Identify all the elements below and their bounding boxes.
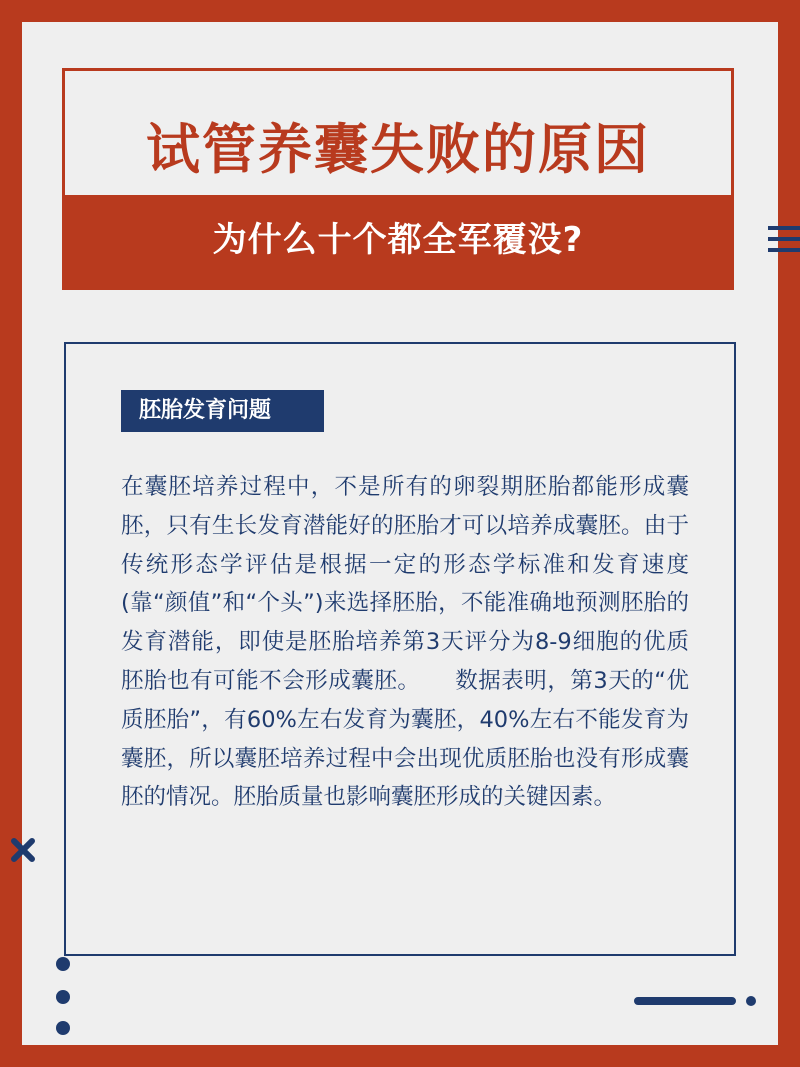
page-subtitle: 为什么十个都全军覆没? [212, 220, 584, 260]
body-text: 在囊胚培养过程中，不是所有的卵裂期胚胎都能形成囊胚，只有生长发育潜能好的胚胎才可以培养成囊胚。由于传统形态学评估是根据一定的形态学标准和发育速度(靠“颜值”和“个头”)来选择胚胎，不能准确地预测胚胎的发育潜能，即使是胚胎培养第3天评分为8-9细胞的优质胚胎也有可能不会形成囊胚。 数据表明，第3天的“优质胚胎”，有60%左右发育为囊胚，40%左右不能发育为囊胚，所以囊胚培养过程中会出现优质胚胎也没有形成囊胚的情况。胚胎质量也影响囊胚形成的关键因素。 [121, 474, 689, 811]
page-title: 试管养囊失败的原因 [146, 118, 650, 181]
decor-bar-dot [746, 996, 756, 1006]
cross-icon [8, 835, 38, 865]
title-box [62, 68, 734, 290]
content-box [64, 342, 736, 956]
subtitle-bar [65, 195, 731, 287]
decor-dot-2 [56, 990, 70, 1004]
decor-dot-3 [56, 1021, 70, 1035]
decor-bar [634, 997, 736, 1005]
decor-dot-1 [56, 957, 70, 971]
menu-lines-icon [768, 226, 800, 256]
section-label: 胚胎发育问题 [121, 390, 324, 432]
